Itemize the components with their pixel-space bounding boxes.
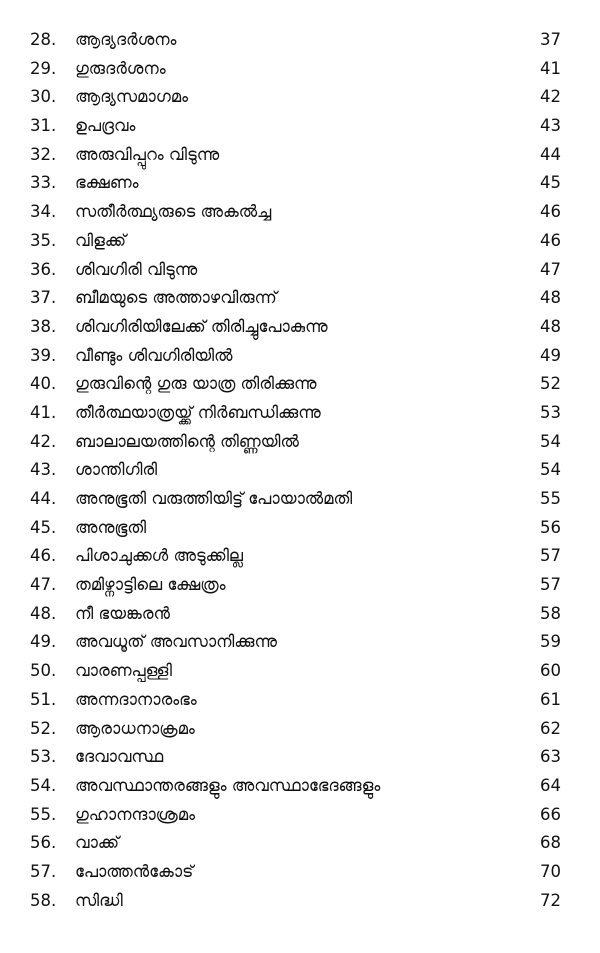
toc-entry-title: നീ ഭയങ്കരൻ xyxy=(75,603,170,623)
toc-entry[interactable] xyxy=(0,542,600,571)
toc-entry-title: വാരണപ്പള്ളി xyxy=(75,661,172,681)
toc-entry-page: 46 xyxy=(540,202,561,222)
toc-entry[interactable] xyxy=(0,198,600,227)
toc-entry-number: 42. xyxy=(30,431,57,451)
toc-entry-title: അനുഭൂതി വരുത്തിയിട്ട് പോയാൽമതി xyxy=(75,489,353,508)
toc-entry-title: പിശാചുക്കൾ അടുക്കില്ല xyxy=(75,546,244,566)
toc-entry-title: സതീർത്ഥ്യരുടെ അകൽച്ച xyxy=(75,202,272,222)
toc-entry[interactable] xyxy=(0,112,600,141)
toc-entry-page: 54 xyxy=(540,460,561,480)
toc-entry-number: 45. xyxy=(30,517,57,537)
toc-entry-title: ആദ്യസമാഗമം xyxy=(75,87,189,107)
toc-entry-title: ബാലാലയത്തിന്റെ തിണ്ണയിൽ xyxy=(75,431,299,451)
toc-entry-title: ഗുരുവിന്റെ ഗുരു യാത്ര തിരിക്കുന്നു xyxy=(75,374,317,394)
toc-entry[interactable] xyxy=(0,686,600,715)
toc-entry[interactable] xyxy=(0,801,600,830)
toc-entry-number: 36. xyxy=(30,259,57,279)
toc-entry[interactable] xyxy=(0,55,600,84)
toc-entry-page: 62 xyxy=(540,718,561,738)
toc-entry-page: 66 xyxy=(540,804,561,824)
toc-entry-number: 31. xyxy=(30,116,57,136)
toc-entry-number: 34. xyxy=(30,202,57,222)
toc-entry-number: 53. xyxy=(30,747,57,767)
toc-entry-page: 70 xyxy=(540,861,561,881)
toc-entry[interactable] xyxy=(0,456,600,485)
toc-entry-title: ആരാധനാക്രമം xyxy=(75,718,195,738)
toc-entry-page: 41 xyxy=(540,58,561,78)
toc-entry-title: അവസ്ഥാന്തരങ്ങളും അവസ്ഥാഭേദങ്ങളും xyxy=(75,775,381,795)
toc-entry-title: ഗുഹാനന്ദാശ്രമം xyxy=(75,804,196,824)
toc-entry-title: വാക്ക് xyxy=(75,833,120,853)
toc-entry[interactable] xyxy=(0,485,600,514)
toc-entry[interactable] xyxy=(0,26,600,55)
toc-entry[interactable] xyxy=(0,858,600,887)
toc-entry[interactable] xyxy=(0,628,600,657)
toc-entry-title: ഉപദ്രവം xyxy=(75,116,136,136)
toc-entry-page: 43 xyxy=(540,116,561,136)
toc-entry-title: വിളക്ക് xyxy=(75,230,127,250)
toc-entry-number: 52. xyxy=(30,718,57,738)
toc-entry-title: സിദ്ധി xyxy=(75,890,123,910)
toc-entry-page: 42 xyxy=(540,87,561,107)
toc-entry[interactable] xyxy=(0,715,600,744)
toc-entry[interactable] xyxy=(0,256,600,285)
toc-entry[interactable] xyxy=(0,657,600,686)
toc-entry-page: 63 xyxy=(540,747,561,767)
toc-entry-page: 46 xyxy=(540,230,561,250)
toc-entry[interactable] xyxy=(0,887,600,916)
toc-entry-page: 56 xyxy=(540,517,561,537)
toc-entry-title: ഗുരുദർശനം xyxy=(75,58,166,78)
toc-entry-page: 54 xyxy=(540,431,561,451)
toc-entry-title: ശിവഗിരി വിടുന്നു xyxy=(75,259,198,279)
toc-entry-page: 53 xyxy=(540,402,561,422)
toc-entry-page: 48 xyxy=(540,288,561,308)
toc-entry-title: ശാന്തിഗിരി xyxy=(75,460,158,480)
toc-entry-number: 32. xyxy=(30,144,57,164)
toc-entry-number: 40. xyxy=(30,374,57,394)
toc-entry-page: 52 xyxy=(540,374,561,394)
toc-entry-number: 43. xyxy=(30,460,57,480)
toc-entry[interactable] xyxy=(0,227,600,256)
toc-entry[interactable] xyxy=(0,370,600,399)
toc-entry-title: അന്നദാനാരംഭം xyxy=(75,689,197,709)
toc-entry[interactable] xyxy=(0,141,600,170)
toc-entry-page: 37 xyxy=(540,30,561,49)
toc-entry-page: 49 xyxy=(540,345,561,365)
toc-entry-number: 37. xyxy=(30,288,57,308)
toc-entry-number: 47. xyxy=(30,575,57,595)
toc-entry-title: പോത്തൻകോട് xyxy=(75,861,194,881)
toc-entry-number: 48. xyxy=(30,603,57,623)
toc-entry-page: 58 xyxy=(540,603,561,623)
toc-entry-title: തീർത്ഥയാത്രയ്ക്ക് നിർബന്ധിക്കുന്നു xyxy=(75,402,321,422)
toc-entry-page: 60 xyxy=(540,661,561,681)
toc-entry-page: 72 xyxy=(540,890,561,910)
toc-entry-number: 30. xyxy=(30,87,57,107)
toc-entry-number: 50. xyxy=(30,661,57,681)
toc-entry-number: 38. xyxy=(30,316,57,336)
toc-entry-title: ഭക്ഷണം xyxy=(75,173,139,193)
toc-entry[interactable] xyxy=(0,772,600,801)
toc-entry[interactable] xyxy=(0,571,600,600)
toc-entry-title: അരുവിപ്പുറം വിടുന്നു xyxy=(75,144,220,164)
toc-entry-title: തമിഴ്നാട്ടിലെ ക്ഷേത്രം xyxy=(75,575,226,595)
toc-entry[interactable] xyxy=(0,342,600,371)
toc-entry-number: 46. xyxy=(30,546,57,566)
toc-entry-title: ആദ്യദർശനം xyxy=(75,30,177,49)
toc-entry-number: 49. xyxy=(30,632,57,652)
toc-entry-page: 57 xyxy=(540,546,561,566)
toc-entry-number: 54. xyxy=(30,775,57,795)
toc-entry-number: 56. xyxy=(30,833,57,853)
toc-entry[interactable] xyxy=(0,829,600,858)
toc-entry-page: 64 xyxy=(540,775,561,795)
toc-entry-page: 44 xyxy=(540,144,561,164)
toc-entry-number: 29. xyxy=(30,58,57,78)
toc-entry-number: 44. xyxy=(30,489,57,508)
toc-entry-number: 58. xyxy=(30,890,57,910)
toc-entry-number: 33. xyxy=(30,173,57,193)
toc-entry-title: ശിവഗിരിയിലേക്ക് തിരിച്ചുപോകുന്നു xyxy=(75,316,328,336)
toc-entry[interactable] xyxy=(0,169,600,198)
toc-entry-number: 28. xyxy=(30,30,57,49)
toc-entry-page: 59 xyxy=(540,632,561,652)
toc-entry-number: 39. xyxy=(30,345,57,365)
toc-entry[interactable] xyxy=(0,743,600,772)
toc-entry-number: 35. xyxy=(30,230,57,250)
toc-entry[interactable] xyxy=(0,514,600,543)
toc-entry[interactable] xyxy=(0,313,600,342)
toc-entry-title: ബീമയുടെ അത്താഴവിരുന്ന് xyxy=(75,288,277,308)
table-of-contents xyxy=(0,26,600,915)
toc-entry-page: 61 xyxy=(540,689,561,709)
toc-entry-page: 48 xyxy=(540,316,561,336)
toc-entry-page: 47 xyxy=(540,259,561,279)
toc-entry-title: ദേവാവസ്ഥ xyxy=(75,747,164,767)
toc-entry-title: അനുഭൂതി xyxy=(75,517,147,537)
toc-entry-title: വീണ്ടും ശിവഗിരിയിൽ xyxy=(75,345,233,365)
toc-entry-number: 41. xyxy=(30,402,57,422)
toc-entry-title: അവധൂത് അവസാനിക്കുന്നു xyxy=(75,632,277,652)
toc-entry-number: 57. xyxy=(30,861,57,881)
toc-entry[interactable] xyxy=(0,284,600,313)
toc-entry[interactable] xyxy=(0,428,600,457)
toc-entry-page: 45 xyxy=(540,173,561,193)
toc-entry[interactable] xyxy=(0,83,600,112)
toc-entry[interactable] xyxy=(0,600,600,629)
toc-entry-page: 68 xyxy=(540,833,561,853)
toc-entry-number: 55. xyxy=(30,804,57,824)
toc-entry-number: 51. xyxy=(30,689,57,709)
toc-entry[interactable] xyxy=(0,399,600,428)
toc-entry-page: 57 xyxy=(540,575,561,595)
toc-entry-page: 55 xyxy=(540,489,561,508)
